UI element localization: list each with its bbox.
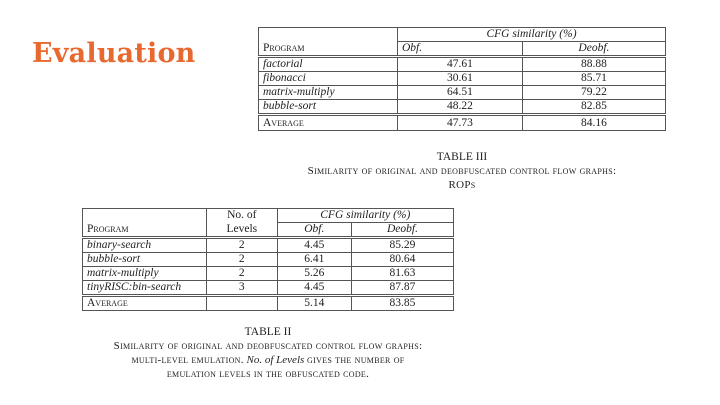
caption-text: multi-level emulation. [131, 354, 244, 366]
caption-line: Similarity of original and deobfuscated control flow graphs: [307, 165, 617, 177]
program-header: Program [83, 223, 207, 238]
table-number: TABLE III [436, 151, 488, 163]
obf-cell: 6.41 [277, 253, 351, 267]
table-row [259, 100, 666, 115]
table-iii-caption [258, 150, 666, 192]
average-levels [207, 296, 278, 311]
program-cell: factorial [259, 57, 398, 72]
obf-cell: 30.61 [398, 72, 523, 86]
table-ii-caption [60, 325, 476, 381]
deobf-header: Deobf. [351, 223, 453, 238]
obf-cell: 5.26 [277, 267, 351, 281]
program-cell: matrix-multiply [83, 267, 207, 281]
caption-line [60, 353, 476, 367]
caption-text: gives the number of [307, 354, 405, 366]
average-deobf: 84.16 [522, 115, 665, 131]
table-row [83, 281, 454, 296]
table-iii [258, 27, 666, 131]
program-cell: tinyRISC:bin-search [83, 281, 207, 296]
deobf-cell: 88.88 [522, 57, 665, 72]
deobf-header: Deobf. [522, 42, 665, 57]
table-row [83, 267, 454, 281]
cfg-similarity-header: CFG similarity (%) [277, 209, 453, 223]
program-cell: bubble-sort [83, 253, 207, 267]
levels-cell: 2 [207, 238, 278, 253]
program-cell: bubble-sort [259, 100, 398, 115]
levels-cell: 2 [207, 267, 278, 281]
table-number: TABLE II [244, 326, 292, 338]
deobf-cell: 80.64 [351, 253, 453, 267]
average-row [259, 115, 666, 131]
deobf-cell: 87.87 [351, 281, 453, 296]
program-cell: binary-search [83, 238, 207, 253]
levels-header-line2: Levels [207, 223, 278, 238]
levels-cell: 2 [207, 253, 278, 267]
average-deobf: 83.85 [351, 296, 453, 311]
average-row [83, 296, 454, 311]
table-row [259, 86, 666, 100]
average-label: Average [259, 115, 398, 131]
cfg-similarity-header: CFG similarity (%) [398, 28, 666, 42]
table-ii [82, 208, 454, 311]
slide-title: Evaluation [32, 38, 196, 69]
obf-cell: 64.51 [398, 86, 523, 100]
table-row [83, 238, 454, 253]
deobf-cell: 81.63 [351, 267, 453, 281]
deobf-cell: 85.71 [522, 72, 665, 86]
table-row [259, 57, 666, 72]
obf-header: Obf. [398, 42, 523, 57]
obf-cell: 4.45 [277, 281, 351, 296]
average-obf: 47.73 [398, 115, 523, 131]
program-cell: fibonacci [259, 72, 398, 86]
program-cell: matrix-multiply [259, 86, 398, 100]
obf-cell: 4.45 [277, 238, 351, 253]
caption-line: emulation levels in the obfuscated code. [166, 368, 370, 380]
deobf-cell: 85.29 [351, 238, 453, 253]
deobf-cell: 79.22 [522, 86, 665, 100]
deobf-cell: 82.85 [522, 100, 665, 115]
caption-line: ROPs [448, 179, 476, 191]
average-label: Average [83, 296, 207, 311]
obf-cell: 48.22 [398, 100, 523, 115]
obf-cell: 47.61 [398, 57, 523, 72]
levels-cell: 3 [207, 281, 278, 296]
average-obf: 5.14 [277, 296, 351, 311]
program-header: Program [259, 42, 398, 57]
obf-header: Obf. [277, 223, 351, 238]
caption-line: Similarity of original and deobfuscated control flow graphs: [113, 340, 423, 352]
caption-emphasis: No. of Levels [246, 354, 305, 366]
levels-header-line1: No. of [207, 209, 278, 223]
table-row [259, 72, 666, 86]
table-row [83, 253, 454, 267]
